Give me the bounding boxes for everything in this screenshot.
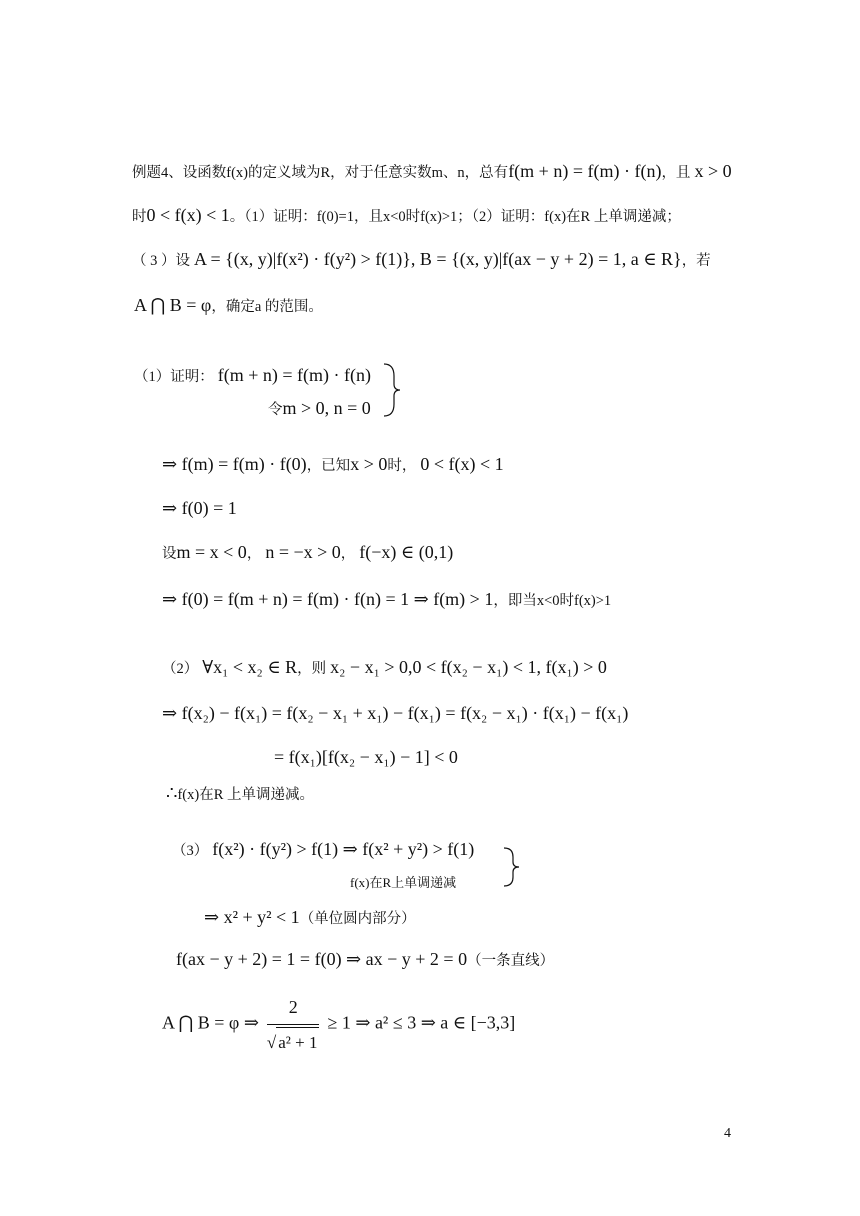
part2-line-4: [166, 782, 314, 806]
part3-text: f(x)在R上单调递减: [350, 875, 457, 890]
part1-formula: m > 0, n = 0: [282, 398, 371, 418]
part3-formula: f(ax − y + 2) = 1 = f(0) ⇒ ax − y + 2 = 0: [176, 949, 468, 969]
part1-line-1: [134, 364, 371, 388]
part1-text: ，即当x<0时f(x)>1: [493, 593, 612, 609]
part1-formula: 0 < f(x) < 1: [420, 454, 504, 474]
fraction: [267, 992, 320, 1058]
problem-formula: A ⋂ B = φ: [134, 295, 212, 315]
therefore-symbol: ∴: [166, 783, 178, 803]
part2-formula: x₂ − x₁ > 0,0 < f(x₂ − x₁) < 1, f(x₁) > 0: [330, 657, 607, 677]
part3-line-4: [176, 948, 554, 972]
problem-text: 时: [132, 209, 147, 225]
part1-formula: ⇒ f(m) = f(m) · f(0): [162, 454, 307, 474]
part1-formula: f(m + n) = f(m) · f(n): [217, 365, 371, 385]
part2-line-1: [162, 656, 607, 680]
part1-formula: n = −x > 0: [265, 542, 341, 562]
part1-text: ，: [246, 546, 262, 562]
part1-formula: f(−x) ∈ (0,1): [359, 542, 454, 562]
part1-label: （1）证明：: [134, 369, 214, 385]
problem-text: ，且: [661, 165, 691, 181]
part1-line-2: [268, 397, 371, 421]
part1-formula: m = x < 0: [176, 542, 247, 562]
part1-step-4: [162, 588, 611, 612]
part3-line-3: [204, 906, 416, 930]
part3-formula: ⇒ x² + y² < 1: [204, 907, 300, 927]
part1-text: ，已知: [306, 458, 351, 474]
part3-line-5: [162, 992, 515, 1058]
problem-line-4: [134, 294, 323, 318]
problem-line-3: [132, 248, 711, 272]
right-brace-icon: [380, 362, 404, 418]
right-brace-icon: [500, 846, 524, 888]
problem-line-1: [132, 160, 732, 184]
problem-formula: x > 0: [694, 161, 732, 181]
part3-text: （一条直线）: [467, 953, 555, 969]
part3-line-2: [350, 872, 456, 894]
part1-formula: x > 0: [350, 454, 388, 474]
part3-formula: A ⋂ B = φ ⇒: [162, 1012, 259, 1033]
part2-label: （2）: [162, 661, 199, 677]
problem-text: 。（1）证明：f(0)=1，且x<0时f(x)>1；（2）证明：f(x)在R 上单调递减；: [229, 209, 681, 225]
problem-text: ，若: [681, 253, 711, 269]
part3-line-1: [172, 838, 474, 862]
sqrt-radicand: a² + 1: [276, 1027, 319, 1058]
part2-formula: ⇒ f(x₂) − f(x₁) = f(x₂ − x₁ + x₁) − f(x₁) = f(x₂ − x₁) · f(x₁) − f(x₁): [162, 703, 629, 723]
part1-formula: ⇒ f(0) = f(m + n) = f(m) · f(n) = 1 ⇒ f(m) > 1: [162, 589, 494, 609]
problem-formula: 0 < f(x) < 1: [146, 205, 230, 225]
part1-formula: ⇒ f(0) = 1: [162, 498, 237, 518]
part2-formula: = f(x₁)[f(x₂ − x₁) − 1] < 0: [274, 747, 458, 767]
part3-formula: ≥ 1 ⇒ a² ≤ 3 ⇒ a ∈ [−3,3]: [327, 1012, 516, 1033]
part3-formula: f(x²) · f(y²) > f(1) ⇒ f(x² + y²) > f(1): [212, 839, 475, 859]
part1-text: 设: [162, 546, 177, 562]
problem-formula: f(m + n) = f(m) · f(n): [508, 161, 662, 181]
part1-text: 时，: [387, 458, 417, 474]
part2-text: ，则: [297, 661, 327, 677]
fraction-denominator: √ a² + 1: [267, 1025, 320, 1058]
part2-text: f(x)在R 上单调递减。: [177, 787, 314, 803]
part1-step-1: [162, 453, 504, 477]
part2-line-2: [162, 702, 628, 726]
part2-formula: ∀x₁ < x₂ ∈ R: [202, 657, 298, 677]
fraction-numerator: 2: [267, 992, 320, 1025]
problem-text: （ 3 ）设: [132, 253, 190, 269]
part3-label: （3）: [172, 843, 209, 859]
problem-text: ，确定a 的范围。: [211, 299, 323, 315]
problem-line-2: [132, 204, 681, 228]
problem-text: 例题4、设函数f(x)的定义域为R，对于任意实数m、n，总有: [132, 165, 509, 181]
problem-formula: A = {(x, y)|f(x²) · f(y²) > f(1)}, B = {(x, y)|f(ax − y + 2) = 1, a ∈ R}: [194, 249, 682, 269]
part2-line-3: [274, 746, 458, 770]
part1-text: ，: [340, 546, 356, 562]
part1-step-3: [162, 541, 453, 565]
part1-text: 令: [268, 402, 283, 418]
page-number: 4: [724, 1126, 731, 1141]
part1-step-2: [162, 497, 237, 521]
part3-text: （单位圆内部分）: [299, 911, 416, 927]
